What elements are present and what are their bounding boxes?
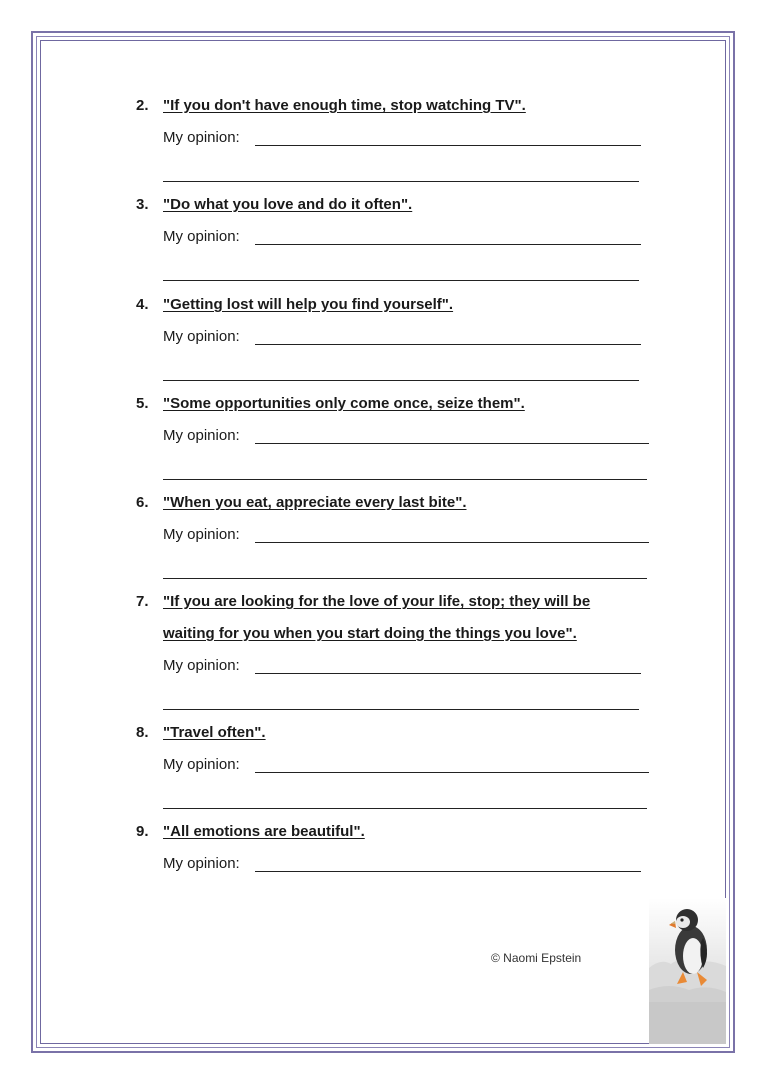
question-line [136,394,656,426]
question-text: "If you don't have enough time, stop watching TV". [163,97,526,114]
question-line-continued [136,624,656,656]
opinion-label: My opinion: [163,526,240,543]
answer-blank[interactable] [255,673,641,674]
opinion-row [136,128,656,164]
question-text: "When you eat, appreciate every last bite". [163,494,467,511]
question-item [136,96,656,200]
opinion-row [136,525,656,561]
question-line [136,295,656,327]
question-line [136,592,656,624]
answer-blank[interactable] [163,181,639,182]
opinion-continuation-row [136,263,656,299]
answer-blank[interactable] [163,709,639,710]
answer-blank[interactable] [163,380,639,381]
question-text: "Getting lost will help you find yourself". [163,296,454,313]
question-text: "All emotions are beautiful". [163,823,365,840]
question-item [136,493,656,597]
question-item [136,822,656,890]
question-number: 8. [136,724,149,741]
answer-blank[interactable] [255,542,649,543]
copyright-text: © Naomi Epstein [491,951,582,965]
puffin-icon [649,898,726,1044]
answer-blank[interactable] [163,479,647,480]
question-number: 7. [136,593,149,610]
opinion-label: My opinion: [163,129,240,146]
answer-blank[interactable] [255,772,649,773]
opinion-label: My opinion: [163,228,240,245]
opinion-label: My opinion: [163,756,240,773]
question-item [136,592,656,728]
question-number: 9. [136,823,149,840]
opinion-label: My opinion: [163,427,240,444]
question-text: waiting for you when you start doing the things you love". [163,625,577,642]
opinion-label: My opinion: [163,328,240,345]
question-number: 3. [136,196,149,213]
answer-blank[interactable] [255,871,641,872]
answer-blank[interactable] [255,145,641,146]
question-number: 4. [136,296,149,313]
opinion-row [136,426,656,462]
question-text: "Do what you love and do it often". [163,196,413,213]
question-item [136,394,656,498]
question-line [136,96,656,128]
opinion-label: My opinion: [163,657,240,674]
question-number: 5. [136,395,149,412]
opinion-row [136,656,656,692]
question-text: "Some opportunities only come once, seize them". [163,395,525,412]
answer-blank[interactable] [163,808,647,809]
question-text: "Travel often". [163,724,266,741]
answer-blank[interactable] [255,443,649,444]
opinion-row [136,327,656,363]
opinion-row [136,755,656,791]
answer-blank[interactable] [255,344,641,345]
answer-blank[interactable] [163,578,647,579]
opinion-row [136,854,656,890]
question-item [136,195,656,299]
question-number: 6. [136,494,149,511]
question-line [136,822,656,854]
answer-blank[interactable] [163,280,639,281]
question-item [136,723,656,827]
opinion-row [136,227,656,263]
question-number: 2. [136,97,149,114]
question-item [136,295,656,399]
opinion-label: My opinion: [163,855,240,872]
question-line [136,195,656,227]
question-line [136,493,656,525]
answer-blank[interactable] [255,244,641,245]
question-text: "If you are looking for the love of your life, stop; they will be [163,593,591,610]
question-line [136,723,656,755]
